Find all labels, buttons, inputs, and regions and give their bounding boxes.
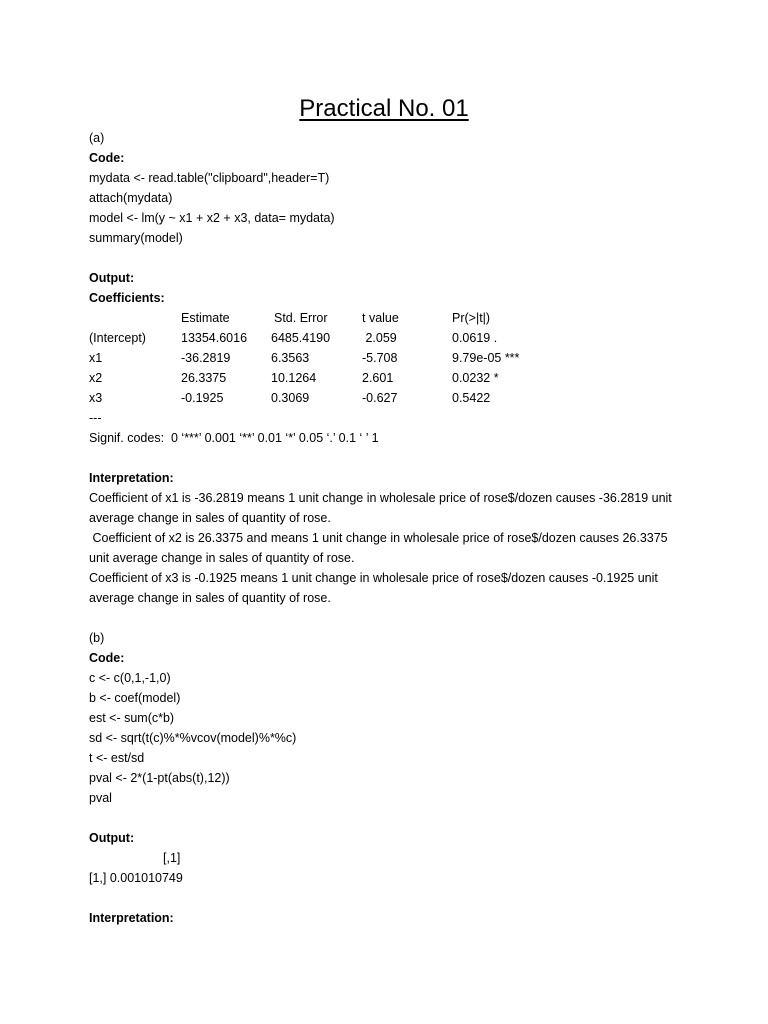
row-t-value: 2.601 — [362, 371, 394, 385]
row-term: x2 — [89, 371, 103, 385]
row-p-value: 0.0232 * — [452, 371, 499, 385]
part-b-code-heading: Code: — [89, 651, 125, 665]
row-term: x1 — [89, 351, 103, 365]
column-header-p-value: Pr(>|t|) — [452, 311, 491, 325]
row-estimate: -0.1925 — [181, 391, 224, 405]
row-std-error: 0.3069 — [271, 391, 310, 405]
output-line: [1,] 0.001010749 — [89, 871, 183, 885]
row-estimate: 13354.6016 — [181, 331, 248, 345]
code-line: attach(mydata) — [89, 191, 173, 205]
part-b-label: (b) — [89, 631, 105, 645]
row-estimate: 26.3375 — [181, 371, 227, 385]
part-a-output-heading: Output: — [89, 271, 135, 285]
row-std-error: 10.1264 — [271, 371, 317, 385]
row-p-value: 9.79e-05 *** — [452, 351, 520, 365]
code-line: pval — [89, 791, 112, 805]
interpretation-line: Coefficient of x2 is 26.3375 and means 1 unit change in wholesale price of rose$/dozen causes 26.3375 — [89, 531, 668, 545]
code-line: mydata <- read.table("clipboard",header=T) — [89, 171, 330, 185]
row-p-value: 0.5422 — [452, 391, 491, 405]
row-t-value: -0.627 — [362, 391, 398, 405]
part-a-label: (a) — [89, 131, 105, 145]
part-a-code-heading: Code: — [89, 151, 125, 165]
column-header-estimate: Estimate — [181, 311, 230, 325]
output-line: [,1] — [163, 851, 181, 865]
row-t-value: 2.059 — [362, 331, 397, 345]
row-term: x3 — [89, 391, 103, 405]
code-line: model <- lm(y ~ x1 + x2 + x3, data= mydata) — [89, 211, 335, 225]
signif-codes: Signif. codes: 0 ‘***’ 0.001 ‘**’ 0.01 ‘*’ 0.05 ‘.’ 0.1 ‘ ’ 1 — [89, 431, 379, 445]
row-estimate: -36.2819 — [181, 351, 231, 365]
code-line: pval <- 2*(1-pt(abs(t),12)) — [89, 771, 230, 785]
interpretation-line: Coefficient of x1 is -36.2819 means 1 unit change in wholesale price of rose$/dozen causes -36.2819 unit — [89, 491, 672, 505]
row-std-error: 6485.4190 — [271, 331, 331, 345]
part-b-output-heading: Output: — [89, 831, 135, 845]
column-header-t-value: t value — [362, 311, 399, 325]
code-line: t <- est/sd — [89, 751, 145, 765]
code-line: c <- c(0,1,-1,0) — [89, 671, 171, 685]
row-std-error: 6.3563 — [271, 351, 310, 365]
row-t-value: -5.708 — [362, 351, 398, 365]
code-line: b <- coef(model) — [89, 691, 181, 705]
coefficients-heading: Coefficients: — [89, 291, 165, 305]
part-b-interpretation-heading: Interpretation: — [89, 911, 174, 925]
interpretation-line: average change in sales of quantity of rose. — [89, 511, 331, 525]
row-p-value: 0.0619 . — [452, 331, 498, 345]
interpretation-line: average change in sales of quantity of rose. — [89, 591, 331, 605]
interpretation-line: unit average change in sales of quantity of rose. — [89, 551, 355, 565]
row-term: (Intercept) — [89, 331, 146, 345]
column-header-std-error: Std. Error — [274, 311, 328, 325]
code-line: summary(model) — [89, 231, 183, 245]
separator: --- — [89, 411, 102, 425]
part-a-interpretation-heading: Interpretation: — [89, 471, 174, 485]
code-line: est <- sum(c*b) — [89, 711, 175, 725]
code-line: sd <- sqrt(t(c)%*%vcov(model)%*%c) — [89, 731, 297, 745]
interpretation-line: Coefficient of x3 is -0.1925 means 1 unit change in wholesale price of rose$/dozen causes -0.1925 unit — [89, 571, 658, 585]
page-title: Practical No. 01 — [299, 95, 469, 122]
